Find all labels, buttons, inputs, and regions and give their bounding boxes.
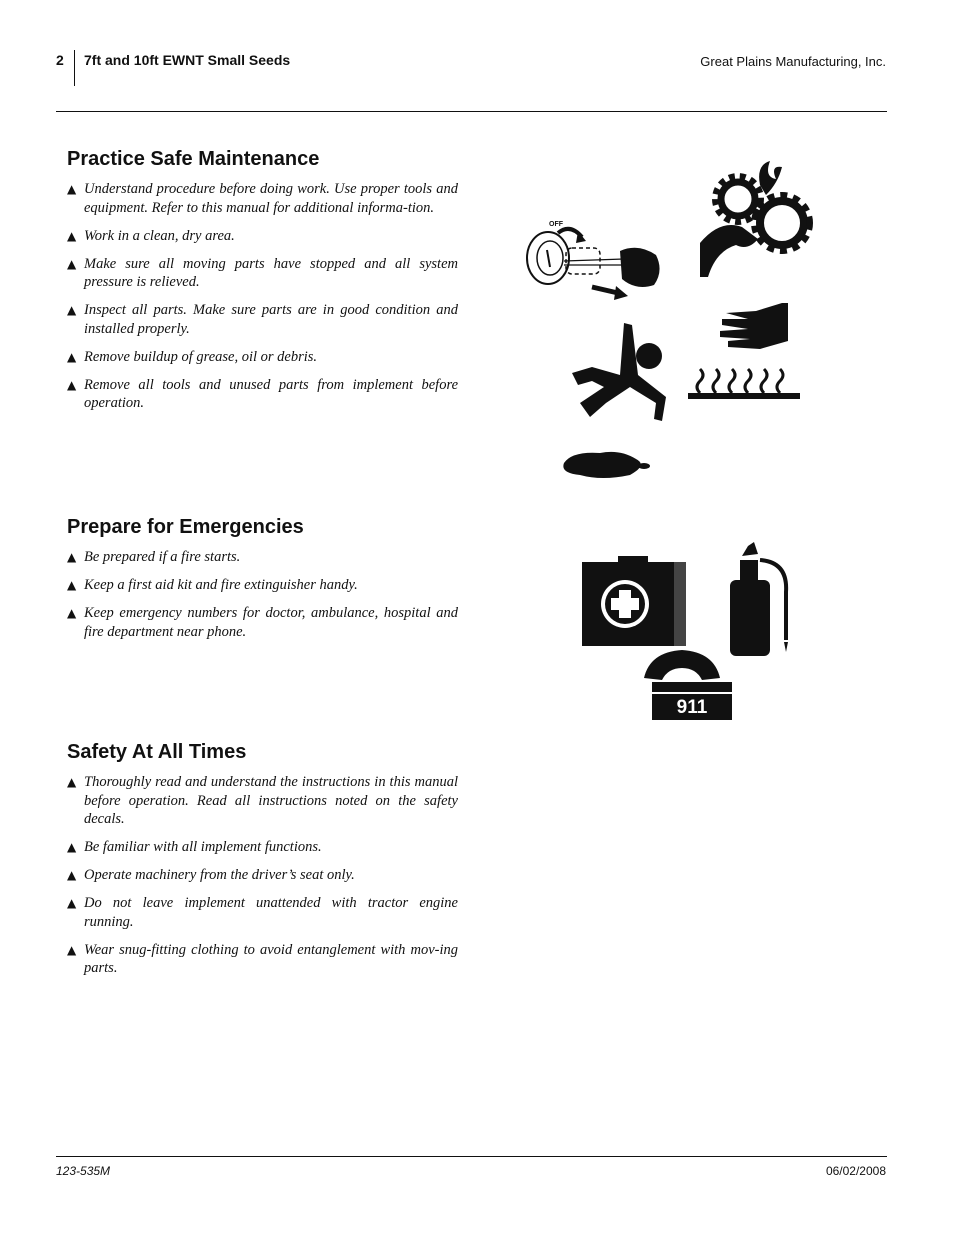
list-item: ▲ Keep a first aid kit and fire extinguisher handy. [67, 577, 358, 593]
gear-entanglement-icon [700, 161, 810, 277]
triangle-bullet-icon: ▲ [67, 775, 77, 789]
section-title-safe-maintenance: Practice Safe Maintenance [67, 148, 320, 170]
triangle-bullet-icon: ▲ [67, 349, 77, 364]
triangle-bullet-icon: ▲ [67, 228, 77, 243]
emergency-phone-icon [644, 650, 732, 720]
safety-all-times-list [67, 773, 458, 987]
emergencies-list [67, 548, 458, 651]
triangle-bullet-icon: ▲ [67, 942, 77, 957]
company-name: Great Plains Manufacturing, Inc. [700, 54, 886, 69]
hot-surface-hand-icon [688, 303, 800, 399]
triangle-bullet-icon: ▲ [67, 303, 77, 317]
triangle-bullet-icon: ▲ [67, 182, 77, 196]
page-number: 2 [56, 52, 64, 68]
triangle-bullet-icon: ▲ [67, 256, 77, 271]
maintenance-safety-illustration [520, 155, 820, 485]
list-item: ▲ Work in a clean, dry area. [67, 227, 235, 244]
list-item: ▲ Keep emergency numbers for doctor, ambulance, hospital and fire department near phone. [67, 605, 458, 640]
list-item: ▲ Be prepared if a fire starts. [67, 549, 241, 565]
section-title-emergencies: Prepare for Emergencies [67, 516, 304, 538]
emergency-equipment-illustration [578, 540, 793, 725]
phone-number-label: 911 [676, 697, 708, 718]
ignition-key-off-icon [527, 221, 660, 300]
svg-text:OFF: OFF [549, 221, 563, 228]
list-item: ▲ Wear snug-fitting clothing to avoid entanglement with mov-ing parts. [67, 941, 458, 976]
header-rule [56, 111, 887, 112]
triangle-bullet-icon: ▲ [67, 606, 77, 620]
section-title-safety-all-times: Safety At All Times [67, 741, 247, 763]
document-date: 06/02/2008 [825, 1164, 886, 1178]
list-item: ▲ Thoroughly read and understand the instructions in this manual before operation. Read all instructions noted on the safety decals. [67, 774, 458, 827]
document-title: 7ft and 10ft EWNT Small Seeds [84, 52, 291, 68]
list-item: ▲ Inspect all parts. Make sure parts are in good condition and installed properly. [67, 302, 458, 337]
fire-extinguisher-icon [730, 542, 788, 656]
document-code: 123-535M [56, 1164, 111, 1178]
triangle-bullet-icon: ▲ [67, 377, 77, 392]
triangle-bullet-icon: ▲ [67, 550, 77, 564]
list-item: ▲ Do not leave implement unattended with tractor engine running. [67, 895, 458, 930]
footer-rule [56, 1156, 887, 1157]
list-item: ▲ Operate machinery from the driver’s seat only. [67, 867, 355, 883]
list-item: ▲ Remove buildup of grease, oil or debris. [67, 348, 318, 365]
list-item: ▲ Remove all tools and unused parts from implement before operation. [67, 376, 458, 411]
triangle-bullet-icon: ▲ [67, 578, 77, 592]
list-item: ▲ Understand procedure before doing work. Use proper tools and equipment. Refer to this manual for additional informa-tion. [67, 181, 458, 216]
header-divider [74, 50, 75, 86]
triangle-bullet-icon: ▲ [67, 868, 77, 882]
triangle-bullet-icon: ▲ [67, 896, 77, 910]
slip-fall-icon [563, 323, 666, 478]
first-aid-kit-icon [582, 556, 686, 646]
list-item: ▲ Be familiar with all implement functions. [67, 839, 322, 855]
safe-maintenance-list [67, 180, 458, 422]
list-item: ▲ Make sure all moving parts have stopped and all system pressure is relieved. [67, 255, 458, 290]
triangle-bullet-icon: ▲ [67, 840, 77, 854]
